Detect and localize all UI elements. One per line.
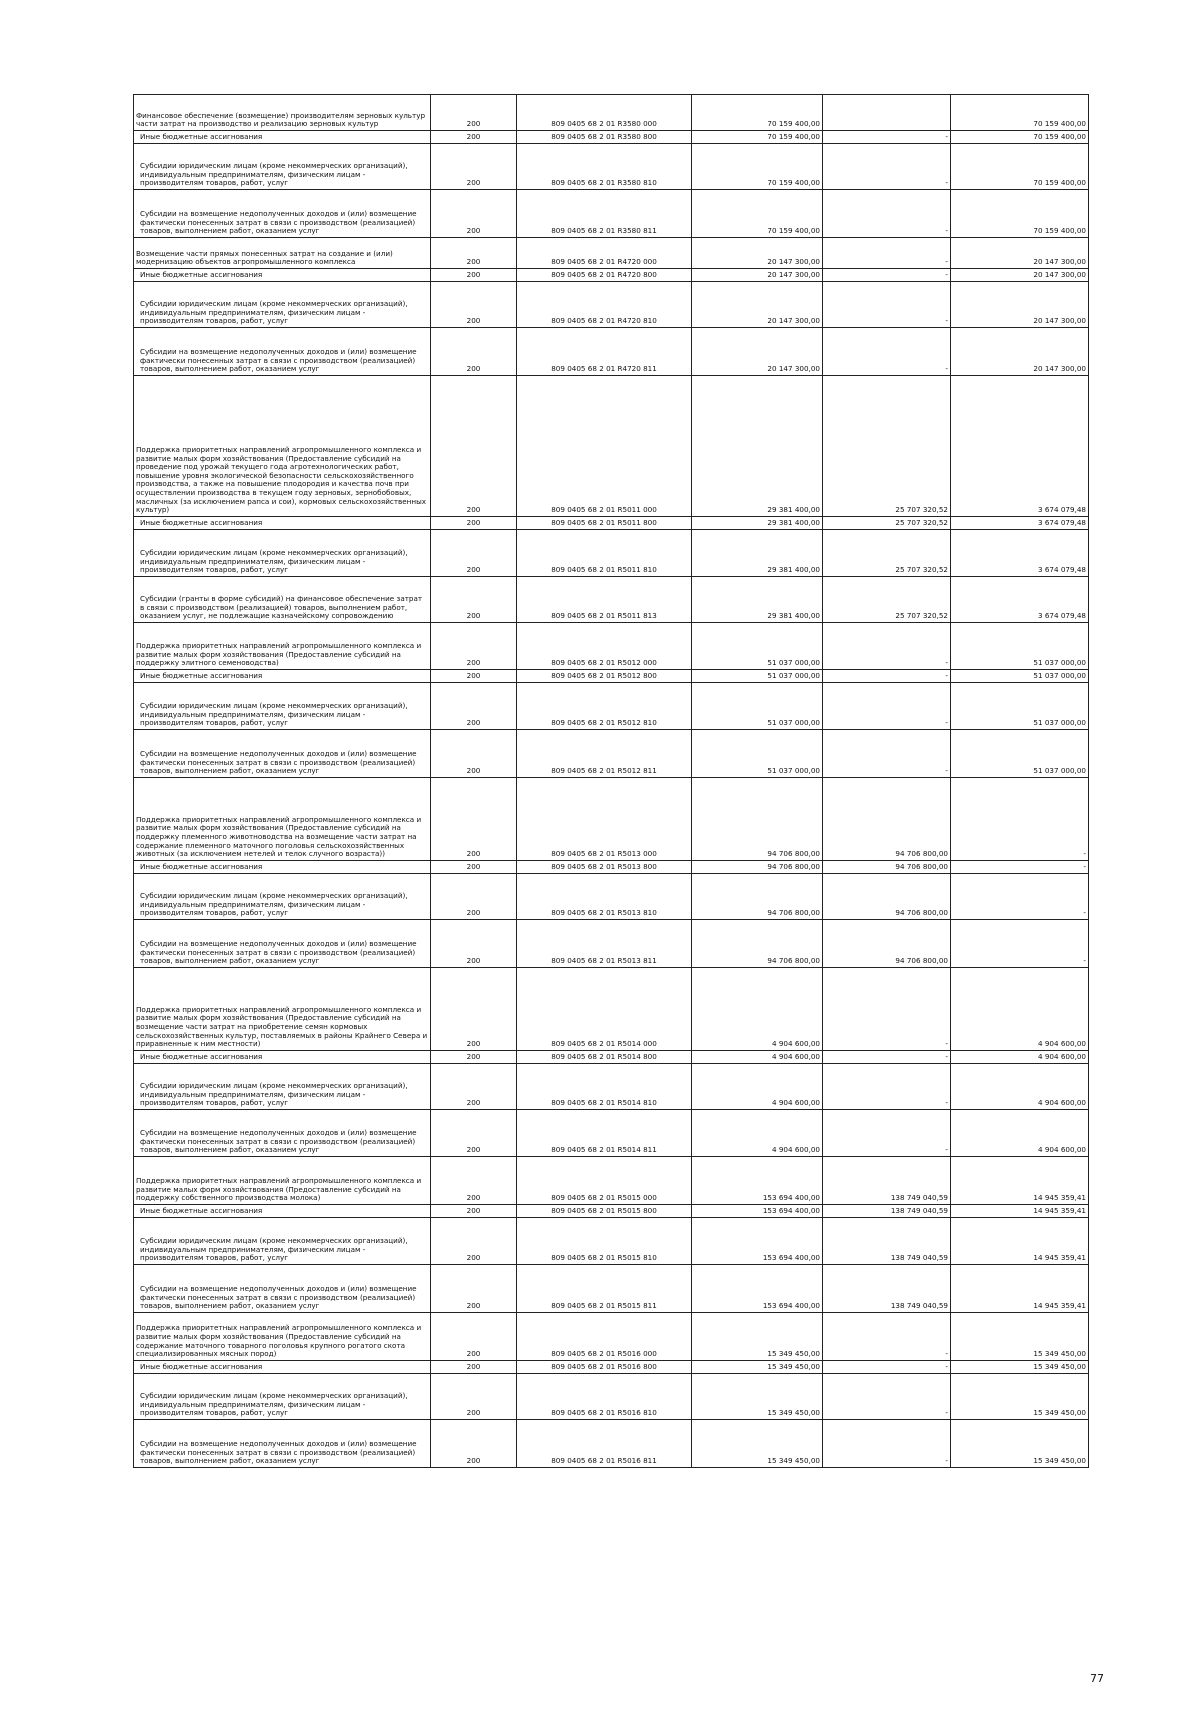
row-name: Субсидии на возмещение недополученных доходов и (или) возмещение фактически понесенных затрат в связи с производством (реализацией) товаров, выполнением работ, оказанием услуг	[134, 730, 431, 778]
table-row	[134, 1064, 1089, 1110]
row-code: 200	[431, 190, 517, 238]
table-row	[134, 530, 1089, 577]
row-name: Иные бюджетные ассигнования	[134, 861, 431, 874]
row-code: 200	[431, 1218, 517, 1265]
row-total: 153 694 400,00	[692, 1157, 823, 1205]
row-name: Субсидии юридическим лицам (кроме некоммерческих организаций), индивидуальным предпринимателям, физическим лицам - производителям товаров, работ, услуг	[134, 874, 431, 920]
row-code: 200	[431, 1361, 517, 1374]
table-row	[134, 1361, 1089, 1374]
row-kbk: 809 0405 68 2 01 R5013 811	[517, 920, 692, 968]
table-row	[134, 1157, 1089, 1205]
row-remainder: 51 037 000,00	[951, 670, 1089, 683]
row-code: 200	[431, 238, 517, 269]
row-remainder: 4 904 600,00	[951, 1110, 1089, 1157]
row-total: 51 037 000,00	[692, 623, 823, 670]
row-code: 200	[431, 1157, 517, 1205]
table-row	[134, 238, 1089, 269]
row-remainder: 51 037 000,00	[951, 730, 1089, 778]
row-remainder: 14 945 359,41	[951, 1218, 1089, 1265]
row-code: 200	[431, 131, 517, 144]
row-kbk: 809 0405 68 2 01 R4720 811	[517, 328, 692, 376]
row-kbk: 809 0405 68 2 01 R5015 000	[517, 1157, 692, 1205]
row-name: Поддержка приоритетных направлений агропромышленного комплекса и развитие малых форм хозяйствования (Предоставление субсидий на поддержку племенного животноводства на возмещение части затрат на содержание племенного маточного поголовья сельскохозяйственных животных (за исключением нетелей и телок случного возраста))	[134, 778, 431, 861]
table-row	[134, 328, 1089, 376]
row-remainder: 15 349 450,00	[951, 1313, 1089, 1361]
row-total: 29 381 400,00	[692, 376, 823, 517]
row-executed: -	[823, 190, 951, 238]
row-code: 200	[431, 269, 517, 282]
row-total: 94 706 800,00	[692, 920, 823, 968]
table-row	[134, 1374, 1089, 1420]
row-remainder: -	[951, 861, 1089, 874]
row-total: 94 706 800,00	[692, 778, 823, 861]
row-name: Иные бюджетные ассигнования	[134, 131, 431, 144]
row-code: 200	[431, 1374, 517, 1420]
row-kbk: 809 0405 68 2 01 R5012 811	[517, 730, 692, 778]
row-remainder: 51 037 000,00	[951, 623, 1089, 670]
row-total: 153 694 400,00	[692, 1205, 823, 1218]
row-executed: -	[823, 1110, 951, 1157]
row-total: 51 037 000,00	[692, 670, 823, 683]
row-name: Субсидии на возмещение недополученных доходов и (или) возмещение фактически понесенных затрат в связи с производством (реализацией) товаров, выполнением работ, оказанием услуг	[134, 1420, 431, 1468]
row-name: Субсидии юридическим лицам (кроме некоммерческих организаций), индивидуальным предпринимателям, физическим лицам - производителям товаров, работ, услуг	[134, 1218, 431, 1265]
row-remainder: 3 674 079,48	[951, 530, 1089, 577]
row-code: 200	[431, 1205, 517, 1218]
table-row	[134, 1205, 1089, 1218]
row-kbk: 809 0405 68 2 01 R5015 811	[517, 1265, 692, 1313]
row-executed: 94 706 800,00	[823, 861, 951, 874]
row-total: 94 706 800,00	[692, 861, 823, 874]
row-remainder: 15 349 450,00	[951, 1374, 1089, 1420]
row-kbk: 809 0405 68 2 01 R5015 810	[517, 1218, 692, 1265]
row-name: Иные бюджетные ассигнования	[134, 1205, 431, 1218]
table-row	[134, 920, 1089, 968]
row-executed: 94 706 800,00	[823, 874, 951, 920]
row-kbk: 809 0405 68 2 01 R5014 000	[517, 968, 692, 1051]
row-kbk: 809 0405 68 2 01 R5014 811	[517, 1110, 692, 1157]
row-code: 200	[431, 530, 517, 577]
row-total: 15 349 450,00	[692, 1420, 823, 1468]
row-executed: -	[823, 730, 951, 778]
row-code: 200	[431, 861, 517, 874]
row-name: Субсидии на возмещение недополученных доходов и (или) возмещение фактически понесенных затрат в связи с производством (реализацией) товаров, выполнением работ, оказанием услуг	[134, 920, 431, 968]
table-row	[134, 1420, 1089, 1468]
row-kbk: 809 0405 68 2 01 R3580 810	[517, 144, 692, 190]
table-row	[134, 670, 1089, 683]
row-code: 200	[431, 517, 517, 530]
row-total: 70 159 400,00	[692, 95, 823, 131]
row-kbk: 809 0405 68 2 01 R5012 800	[517, 670, 692, 683]
row-executed: 138 749 040,59	[823, 1157, 951, 1205]
row-remainder: 15 349 450,00	[951, 1361, 1089, 1374]
row-remainder: 14 945 359,41	[951, 1265, 1089, 1313]
row-remainder: 3 674 079,48	[951, 376, 1089, 517]
row-name: Иные бюджетные ассигнования	[134, 269, 431, 282]
row-total: 20 147 300,00	[692, 328, 823, 376]
row-total: 70 159 400,00	[692, 131, 823, 144]
row-total: 20 147 300,00	[692, 282, 823, 328]
row-kbk: 809 0405 68 2 01 R5015 800	[517, 1205, 692, 1218]
row-total: 15 349 450,00	[692, 1361, 823, 1374]
budget-table	[133, 94, 1089, 1468]
row-remainder: 70 159 400,00	[951, 95, 1089, 131]
row-executed: -	[823, 623, 951, 670]
row-remainder: 15 349 450,00	[951, 1420, 1089, 1468]
row-kbk: 809 0405 68 2 01 R3580 800	[517, 131, 692, 144]
row-total: 4 904 600,00	[692, 1110, 823, 1157]
table-body	[134, 95, 1089, 1468]
row-kbk: 809 0405 68 2 01 R5016 000	[517, 1313, 692, 1361]
row-executed: -	[823, 1374, 951, 1420]
row-kbk: 809 0405 68 2 01 R3580 000	[517, 95, 692, 131]
row-remainder: 4 904 600,00	[951, 968, 1089, 1051]
row-executed: -	[823, 968, 951, 1051]
row-executed: -	[823, 238, 951, 269]
table-row	[134, 730, 1089, 778]
row-total: 20 147 300,00	[692, 238, 823, 269]
row-total: 51 037 000,00	[692, 730, 823, 778]
row-name: Субсидии на возмещение недополученных доходов и (или) возмещение фактически понесенных затрат в связи с производством (реализацией) товаров, выполнением работ, оказанием услуг	[134, 190, 431, 238]
table-row	[134, 861, 1089, 874]
row-remainder: 3 674 079,48	[951, 577, 1089, 623]
row-name: Субсидии юридическим лицам (кроме некоммерческих организаций), индивидуальным предпринимателям, физическим лицам - производителям товаров, работ, услуг	[134, 1374, 431, 1420]
table-row	[134, 577, 1089, 623]
row-total: 94 706 800,00	[692, 874, 823, 920]
row-code: 200	[431, 144, 517, 190]
row-executed: 138 749 040,59	[823, 1205, 951, 1218]
table-row	[134, 131, 1089, 144]
row-total: 153 694 400,00	[692, 1218, 823, 1265]
row-total: 4 904 600,00	[692, 1051, 823, 1064]
table-row	[134, 144, 1089, 190]
table-row	[134, 1110, 1089, 1157]
row-code: 200	[431, 778, 517, 861]
row-code: 200	[431, 683, 517, 730]
table-row	[134, 1313, 1089, 1361]
row-remainder: -	[951, 920, 1089, 968]
row-kbk: 809 0405 68 2 01 R5011 813	[517, 577, 692, 623]
row-name: Субсидии юридическим лицам (кроме некоммерческих организаций), индивидуальным предпринимателям, физическим лицам - производителям товаров, работ, услуг	[134, 683, 431, 730]
row-name: Субсидии юридическим лицам (кроме некоммерческих организаций), индивидуальным предпринимателям, физическим лицам - производителям товаров, работ, услуг	[134, 282, 431, 328]
row-remainder: 14 945 359,41	[951, 1205, 1089, 1218]
row-code: 200	[431, 577, 517, 623]
table-row	[134, 95, 1089, 131]
row-name: Иные бюджетные ассигнования	[134, 1361, 431, 1374]
table-row	[134, 778, 1089, 861]
row-kbk: 809 0405 68 2 01 R5013 810	[517, 874, 692, 920]
row-total: 4 904 600,00	[692, 968, 823, 1051]
table-row	[134, 1218, 1089, 1265]
row-kbk: 809 0405 68 2 01 R5016 811	[517, 1420, 692, 1468]
row-kbk: 809 0405 68 2 01 R5016 810	[517, 1374, 692, 1420]
row-kbk: 809 0405 68 2 01 R5011 000	[517, 376, 692, 517]
row-kbk: 809 0405 68 2 01 R5013 000	[517, 778, 692, 861]
row-name: Субсидии юридическим лицам (кроме некоммерческих организаций), индивидуальным предпринимателям, физическим лицам - производителям товаров, работ, услуг	[134, 144, 431, 190]
row-executed: -	[823, 683, 951, 730]
row-remainder: 70 159 400,00	[951, 190, 1089, 238]
row-remainder: -	[951, 874, 1089, 920]
row-executed: -	[823, 269, 951, 282]
row-name: Финансовое обеспечение (возмещение) производителям зерновых культур части затрат на производство и реализацию зерновых культур	[134, 95, 431, 131]
row-total: 20 147 300,00	[692, 269, 823, 282]
row-code: 200	[431, 1420, 517, 1468]
row-code: 200	[431, 328, 517, 376]
row-remainder: 70 159 400,00	[951, 144, 1089, 190]
row-executed	[823, 95, 951, 131]
row-remainder: 3 674 079,48	[951, 517, 1089, 530]
table-row	[134, 968, 1089, 1051]
row-kbk: 809 0405 68 2 01 R5011 800	[517, 517, 692, 530]
row-executed: 25 707 320,52	[823, 577, 951, 623]
row-total: 153 694 400,00	[692, 1265, 823, 1313]
row-executed: -	[823, 328, 951, 376]
row-name: Иные бюджетные ассигнования	[134, 517, 431, 530]
row-code: 200	[431, 920, 517, 968]
row-name: Поддержка приоритетных направлений агропромышленного комплекса и развитие малых форм хозяйствования (Предоставление субсидий на поддержку собственного производства молока)	[134, 1157, 431, 1205]
row-code: 200	[431, 376, 517, 517]
row-code: 200	[431, 1064, 517, 1110]
table-row	[134, 1051, 1089, 1064]
row-executed: 25 707 320,52	[823, 376, 951, 517]
row-total: 29 381 400,00	[692, 517, 823, 530]
row-remainder: 20 147 300,00	[951, 238, 1089, 269]
row-kbk: 809 0405 68 2 01 R4720 810	[517, 282, 692, 328]
row-name: Поддержка приоритетных направлений агропромышленного комплекса и развитие малых форм хозяйствования (Предоставление субсидий на проведение под урожай текущего года агротехнологических работ, повышение уровня экологической безопасности сельскохозяйственного производства, а также на повышение плодородия и качества почв при осуществлении производства в текущем году зерновых, зернобобовых, масличных (за исключением рапса и сои), кормовых сельскохозяйственных культур)	[134, 376, 431, 517]
row-code: 200	[431, 1051, 517, 1064]
row-code: 200	[431, 1110, 517, 1157]
row-code: 200	[431, 1265, 517, 1313]
row-executed: -	[823, 131, 951, 144]
row-name: Поддержка приоритетных направлений агропромышленного комплекса и развитие малых форм хозяйствования (Предоставление субсидий на содержание маточного товарного поголовья крупного рогатого скота специализированных мясных пород)	[134, 1313, 431, 1361]
row-remainder: 4 904 600,00	[951, 1051, 1089, 1064]
row-name: Субсидии на возмещение недополученных доходов и (или) возмещение фактически понесенных затрат в связи с производством (реализацией) товаров, выполнением работ, оказанием услуг	[134, 1265, 431, 1313]
row-executed: 25 707 320,52	[823, 517, 951, 530]
row-total: 51 037 000,00	[692, 683, 823, 730]
row-total: 15 349 450,00	[692, 1374, 823, 1420]
row-executed: -	[823, 670, 951, 683]
row-name: Субсидии юридическим лицам (кроме некоммерческих организаций), индивидуальным предпринимателям, физическим лицам - производителям товаров, работ, услуг	[134, 530, 431, 577]
row-kbk: 809 0405 68 2 01 R3580 811	[517, 190, 692, 238]
row-kbk: 809 0405 68 2 01 R5011 810	[517, 530, 692, 577]
row-code: 200	[431, 1313, 517, 1361]
row-kbk: 809 0405 68 2 01 R5016 800	[517, 1361, 692, 1374]
row-name: Возмещение части прямых понесенных затрат на создание и (или) модернизацию объектов агропромышленного комплекса	[134, 238, 431, 269]
table-row	[134, 376, 1089, 517]
row-name: Иные бюджетные ассигнования	[134, 670, 431, 683]
row-code: 200	[431, 874, 517, 920]
row-total: 29 381 400,00	[692, 577, 823, 623]
row-kbk: 809 0405 68 2 01 R4720 800	[517, 269, 692, 282]
table-row	[134, 874, 1089, 920]
row-remainder: 14 945 359,41	[951, 1157, 1089, 1205]
row-executed: 25 707 320,52	[823, 530, 951, 577]
table-row	[134, 517, 1089, 530]
row-kbk: 809 0405 68 2 01 R5013 800	[517, 861, 692, 874]
row-executed: -	[823, 1361, 951, 1374]
table-row	[134, 623, 1089, 670]
row-executed: -	[823, 1051, 951, 1064]
row-name: Субсидии (гранты в форме субсидий) на финансовое обеспечение затрат в связи с производством (реализацией) товаров, выполнением работ, оказанием услуг, не подлежащие казначейскому сопровождению	[134, 577, 431, 623]
row-kbk: 809 0405 68 2 01 R5012 000	[517, 623, 692, 670]
table-row	[134, 269, 1089, 282]
table-row	[134, 190, 1089, 238]
row-name: Субсидии на возмещение недополученных доходов и (или) возмещение фактически понесенных затрат в связи с производством (реализацией) товаров, выполнением работ, оказанием услуг	[134, 1110, 431, 1157]
row-executed: -	[823, 1064, 951, 1110]
row-total: 4 904 600,00	[692, 1064, 823, 1110]
page-number: 77	[1090, 1672, 1104, 1685]
table-row	[134, 1265, 1089, 1313]
row-total: 29 381 400,00	[692, 530, 823, 577]
row-remainder: 20 147 300,00	[951, 328, 1089, 376]
row-remainder: 20 147 300,00	[951, 282, 1089, 328]
row-remainder: -	[951, 778, 1089, 861]
row-kbk: 809 0405 68 2 01 R4720 000	[517, 238, 692, 269]
row-kbk: 809 0405 68 2 01 R5014 800	[517, 1051, 692, 1064]
row-name: Субсидии юридическим лицам (кроме некоммерческих организаций), индивидуальным предпринимателям, физическим лицам - производителям товаров, работ, услуг	[134, 1064, 431, 1110]
row-executed: 94 706 800,00	[823, 778, 951, 861]
row-total: 70 159 400,00	[692, 190, 823, 238]
row-name: Субсидии на возмещение недополученных доходов и (или) возмещение фактически понесенных затрат в связи с производством (реализацией) товаров, выполнением работ, оказанием услуг	[134, 328, 431, 376]
row-executed: -	[823, 282, 951, 328]
row-executed: 138 749 040,59	[823, 1218, 951, 1265]
row-code: 200	[431, 282, 517, 328]
row-total: 70 159 400,00	[692, 144, 823, 190]
row-executed: -	[823, 1420, 951, 1468]
row-remainder: 70 159 400,00	[951, 131, 1089, 144]
row-kbk: 809 0405 68 2 01 R5012 810	[517, 683, 692, 730]
row-remainder: 4 904 600,00	[951, 1064, 1089, 1110]
row-code: 200	[431, 670, 517, 683]
row-name: Поддержка приоритетных направлений агропромышленного комплекса и развитие малых форм хозяйствования (Предоставление субсидий на поддержку элитного семеноводства)	[134, 623, 431, 670]
row-code: 200	[431, 968, 517, 1051]
row-executed: 94 706 800,00	[823, 920, 951, 968]
row-executed: -	[823, 144, 951, 190]
row-name: Иные бюджетные ассигнования	[134, 1051, 431, 1064]
row-name: Поддержка приоритетных направлений агропромышленного комплекса и развитие малых форм хозяйствования (Предоставление субсидий на возмещение части затрат на приобретение семян кормовых сельскохозяйственных культур, поставляемых в районы Крайнего Севера и приравненные к ним местности)	[134, 968, 431, 1051]
row-executed: -	[823, 1313, 951, 1361]
row-executed: 138 749 040,59	[823, 1265, 951, 1313]
table-row	[134, 683, 1089, 730]
row-code: 200	[431, 730, 517, 778]
row-remainder: 51 037 000,00	[951, 683, 1089, 730]
table-row	[134, 282, 1089, 328]
row-code: 200	[431, 95, 517, 131]
row-remainder: 20 147 300,00	[951, 269, 1089, 282]
row-kbk: 809 0405 68 2 01 R5014 810	[517, 1064, 692, 1110]
row-code: 200	[431, 623, 517, 670]
row-total: 15 349 450,00	[692, 1313, 823, 1361]
